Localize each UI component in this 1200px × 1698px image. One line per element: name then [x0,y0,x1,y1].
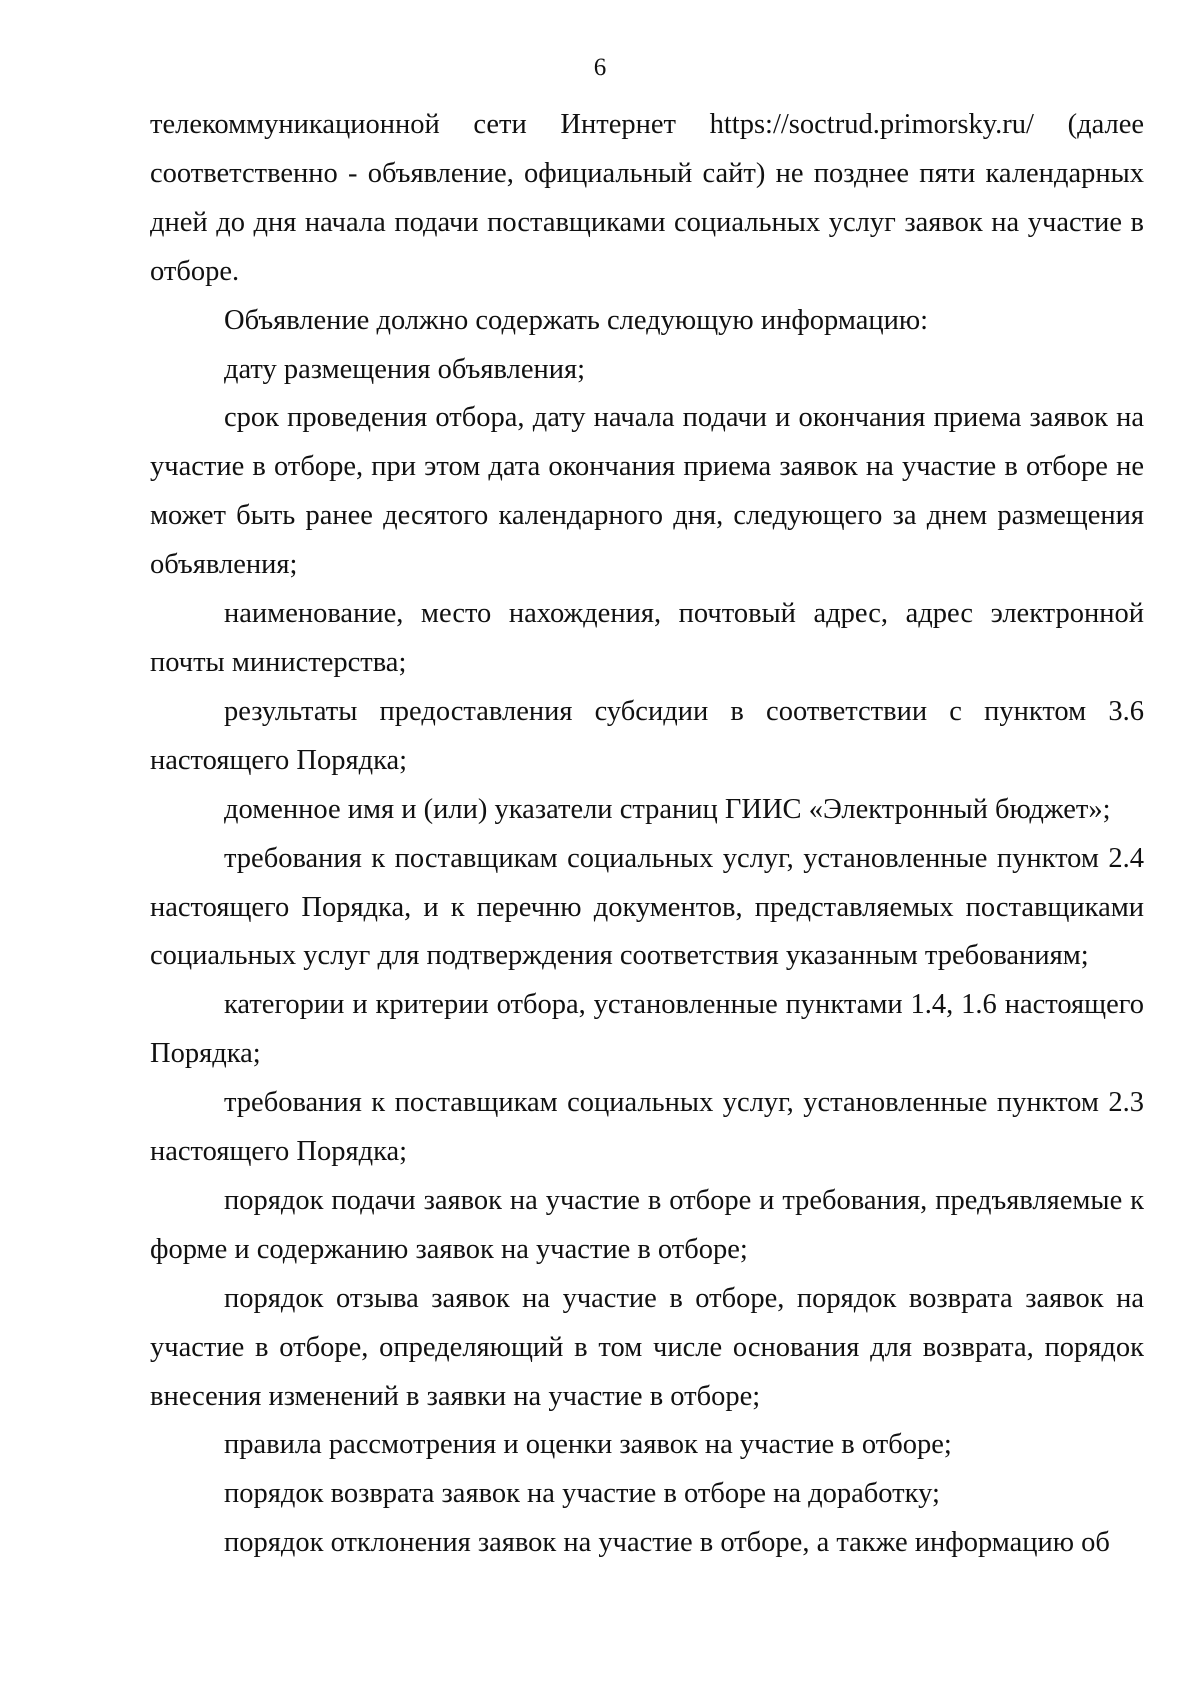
paragraph-item: наименование, место нахождения, почтовый адрес, адрес электронной почты министерства; [150,598,1144,678]
paragraph-announcement-intro: Объявление должно содержать следующую информацию: [224,304,929,336]
paragraph-item: правила рассмотрения и оценки заявок на участие в отборе; [224,1429,952,1461]
paragraph-item: доменное имя и (или) указатели страниц ГИИС «Электронный бюджет»; [224,793,1111,825]
paragraph-item: дату размещения объявления; [224,353,586,385]
paragraph-item: порядок возврата заявок на участие в отборе на доработку; [224,1478,940,1510]
paragraph-item: требования к поставщикам социальных услуг, установленные пунктом 2.3 настоящего Порядка; [150,1087,1144,1168]
paragraph-item: результаты предоставления субсидии в соответствии с пунктом 3.6 настоящего Порядка; [150,695,1144,776]
paragraph-continuation: телекоммуникационной сети Интернет https://soctrud.primorsky.ru/ (далее соответственно - объявление, официальный сайт) не позднее пяти календарных дней до дня начала подачи поставщиками социальных услуг заявок на участие в отборе. [150,109,1144,287]
paragraph-item: порядок подачи заявок на участие в отборе и требования, предъявляемые к форме и содержанию заявок на участие в отборе; [150,1184,1144,1265]
paragraph-item: требования к поставщикам социальных услуг, установленные пунктом 2.4 настоящего Порядка, и к перечню документов, представляемых поставщиками социальных услуг для подтверждения соответствия указанным требованиям; [150,842,1144,972]
paragraph-item: порядок отзыва заявок на участие в отборе, порядок возврата заявок на участие в отборе, определяющий в том числе основания для возврата, порядок внесения изменений в заявки на участие в отборе; [150,1282,1144,1412]
page-number: 6 [593,54,607,81]
document-body [150,101,1144,1568]
paragraph-item: категории и критерии отбора, установленные пунктами 1.4, 1.6 настоящего Порядка; [150,989,1144,1070]
paragraph-item: порядок отклонения заявок на участие в отборе, а также информацию об [224,1527,1110,1559]
paragraph-item: срок проведения отбора, дату начала подачи и окончания приема заявок на участие в отборе, при этом дата окончания приема заявок на участие в отборе не может быть ранее десятого календарного дня, следующего за днем размещения объявления; [150,402,1144,581]
